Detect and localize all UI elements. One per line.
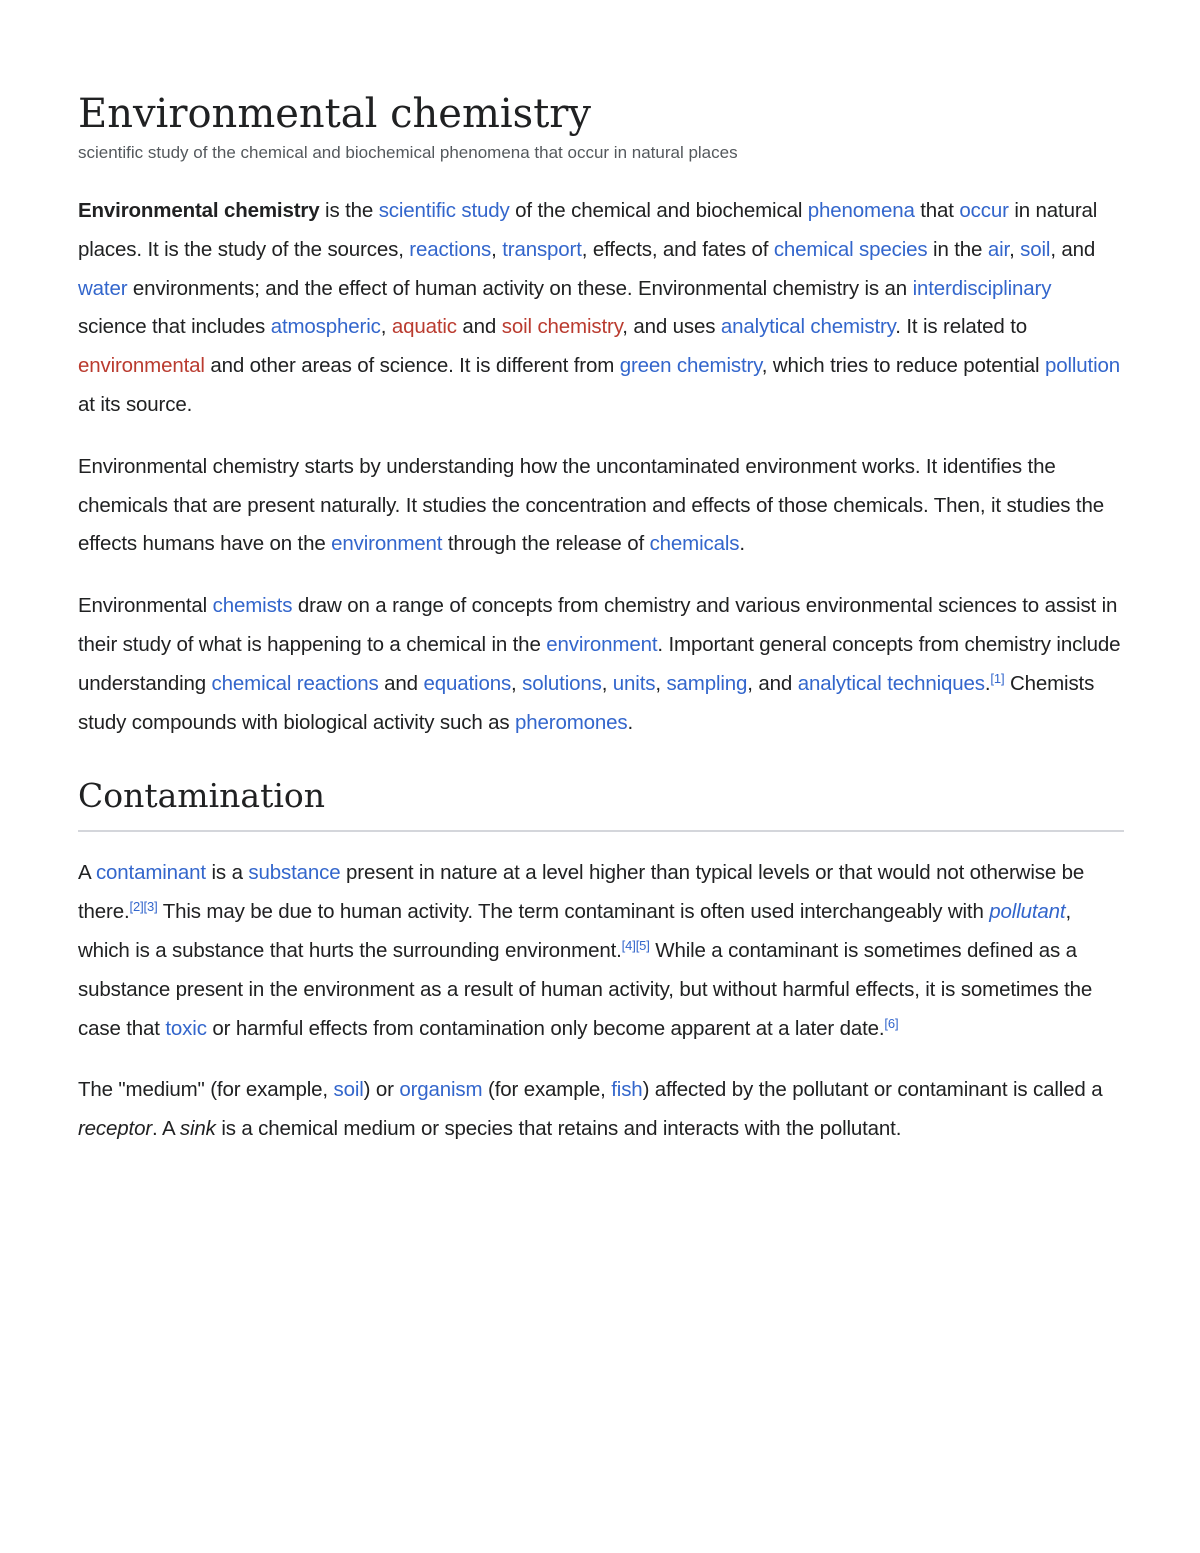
page-title: Environmental chemistry — [78, 91, 591, 137]
link-pollution[interactable]: pollution — [1044, 354, 1120, 378]
reference-5[interactable]: [5] — [635, 937, 650, 953]
link-transport[interactable]: transport — [502, 237, 582, 261]
link-pollutant[interactable]: pollutant — [989, 900, 1066, 924]
link-chemical-reactions[interactable]: chemical reactions — [211, 671, 379, 695]
paragraph-contamination-2: The "medium" (for example, soil) or organism (for example, fish) affected by the pollutant or contaminant is called a receptor. A sink is a chemical medium or species that retains and interacts with the pollutant. — [78, 1078, 1103, 1141]
link-green-chemistry[interactable]: green chemistry — [619, 354, 762, 378]
link-chemicals[interactable]: chemicals — [649, 532, 740, 556]
link-water[interactable]: water — [78, 276, 128, 300]
bold-term: Environmental chemistry — [78, 199, 320, 222]
link-contaminant[interactable]: contaminant — [95, 861, 206, 885]
link-sampling[interactable]: sampling — [666, 671, 748, 695]
redlink-aquatic[interactable]: aquatic — [391, 315, 457, 339]
link-analytical-chemistry[interactable]: analytical chemistry — [720, 315, 896, 339]
link-organism[interactable]: organism — [399, 1078, 483, 1102]
link-atmospheric[interactable]: atmospheric — [270, 315, 381, 339]
intro-paragraph: Environmental chemistry is the scientific study of the chemical and biochemical phenomena that occur in natural places. It is the study of the sources, reactions, transport, effects, and fates of chemical species in the air, soil, and water environments; and the effect of human activity on these. Environmental chemistry is an interdisciplinary science that includes atmospheric, aquatic and soil chemistry, and uses analytical chemistry. It is related to environmental and other areas of science. It is different from green chemistry, which tries to reduce potential pollution at its source. — [78, 199, 1120, 416]
link-occur[interactable]: occur — [959, 199, 1009, 222]
link-substance[interactable]: substance — [248, 861, 341, 885]
link-environment[interactable]: environment — [331, 532, 443, 556]
italic-sink: sink — [179, 1117, 216, 1141]
link-equations[interactable]: equations — [423, 671, 512, 695]
link-pheromones[interactable]: pheromones — [515, 710, 628, 734]
link-air[interactable]: air — [987, 237, 1010, 261]
reference-3[interactable]: [3] — [143, 899, 158, 915]
redlink-soil-chemistry[interactable]: soil chemistry — [501, 315, 623, 339]
link-soil[interactable]: soil — [1020, 237, 1051, 261]
article-content — [78, 88, 1124, 1149]
link-chemists[interactable]: chemists — [212, 594, 293, 618]
reference-4[interactable]: [4] — [621, 937, 636, 953]
link-soil[interactable]: soil — [333, 1078, 364, 1102]
link-analytical-techniques[interactable]: analytical techniques — [797, 671, 985, 695]
link-environment[interactable]: environment — [546, 632, 658, 656]
page-subtitle: scientific study of the chemical and biochemical phenomena that occur in natural places — [78, 143, 738, 162]
link-interdisciplinary[interactable]: interdisciplinary — [912, 276, 1052, 300]
link-fish[interactable]: fish — [611, 1078, 643, 1102]
italic-receptor: receptor — [78, 1117, 153, 1141]
reference-2[interactable]: [2] — [129, 899, 144, 915]
paragraph-3: Environmental chemists draw on a range of concepts from chemistry and various environmental sciences to assist in their study of what is happening to a chemical in the environment. Important general concepts from chemistry include understanding chemical reactions and equations, solutions, units, sampling, and analytical techniques.[1] Chemists study compounds with biological activity such as pheromones. — [78, 594, 1121, 734]
link-solutions[interactable]: solutions — [522, 671, 602, 695]
section-heading-contamination: Contamination — [78, 774, 1124, 832]
link-phenomena[interactable]: phenomena — [807, 199, 915, 222]
link-chemical-species[interactable]: chemical species — [773, 237, 928, 261]
link-units[interactable]: units — [612, 671, 656, 695]
reference-6[interactable]: [6] — [884, 1015, 899, 1031]
link-toxic[interactable]: toxic — [165, 1016, 207, 1040]
link-reactions[interactable]: reactions — [409, 237, 492, 261]
paragraph-contamination-1: A contaminant is a substance present in nature at a level higher than typical levels or that would not otherwise be there.[2][3] This may be due to human activity. The term contaminant is often used interchangeably with pollutant, which is a substance that hurts the surrounding environment.[4][5] While a contaminant is sometimes defined as a substance present in the environment as a result of human activity, but without harmful effects, it is sometimes the case that toxic or harmful effects from contamination only become apparent at a later date.[6] — [78, 861, 1093, 1040]
redlink-environmental[interactable]: environmental — [78, 354, 205, 378]
link-scientific-study[interactable]: scientific study — [378, 199, 510, 222]
paragraph-2: Environmental chemistry starts by understanding how the uncontaminated environment works. It identifies the chemicals that are present naturally. It studies the concentration and effects of those chemicals. Then, it studies the effects humans have on the environment through the release of chemicals. — [78, 454, 1104, 556]
reference-1[interactable]: [1] — [990, 670, 1005, 686]
